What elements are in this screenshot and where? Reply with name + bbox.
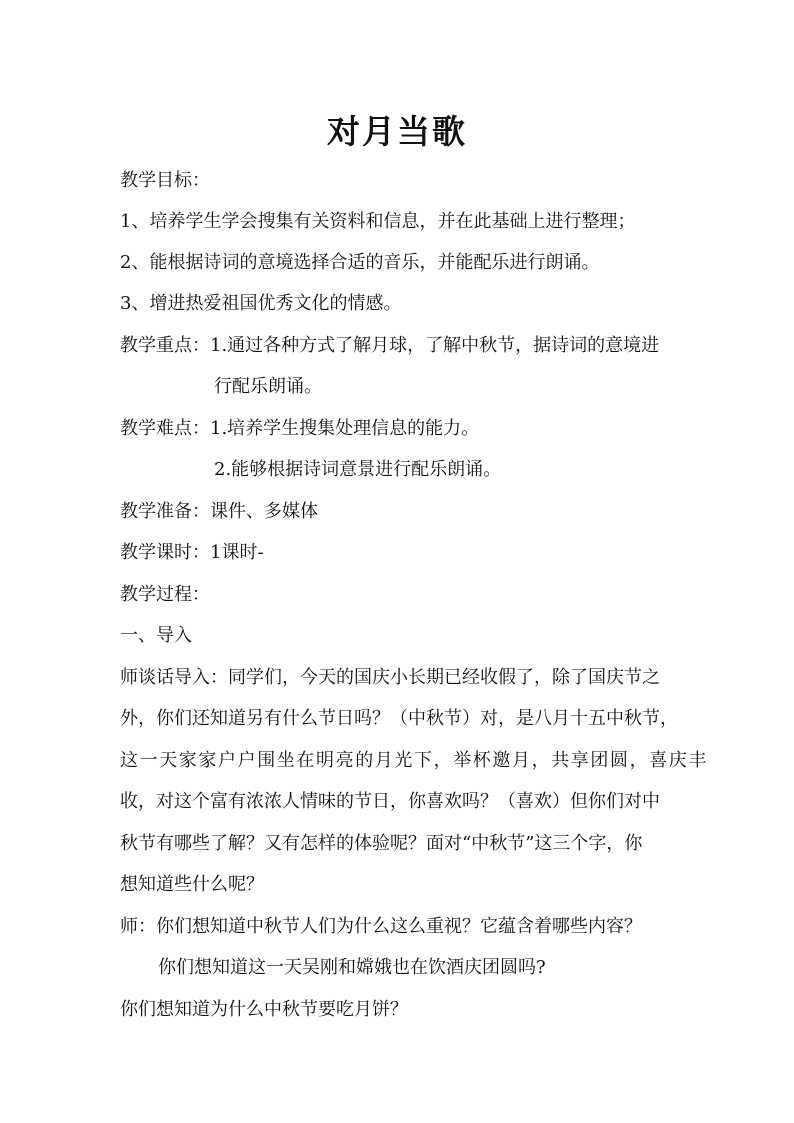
section-intro-heading: 一、导入 [120,625,192,646]
goal-item-3: 3、增进热爱祖国优秀文化的情感。 [120,293,402,314]
key-points-line: 教学重点：1.通过各种方式了解月球，了解中秋节，据诗词的意境进 [120,335,660,356]
teacher-question-2: 你们想知道这一天吴刚和嫦娥也在饮酒庆团圆吗? [158,957,546,978]
paragraph-line: 想知道些什么呢？ [120,874,264,895]
paragraph-line: 这一天家家户户围坐在明亮的月光下，举杯邀月，共享团圆，喜庆丰 [120,750,708,771]
paragraph-line: 秋节有哪些了解？又有怎样的体验呢？面对“中秋节”这三个字，你 [120,833,643,854]
preparation-line: 教学准备：课件、多媒体 [120,501,318,522]
class-hours-line: 教学课时：1课时- [120,542,264,563]
key-points-continuation: 行配乐朗诵。 [214,376,322,397]
paragraph-line: 外，你们还知道另有什么节日吗？（中秋节）对，是八月十五中秋节， [120,708,678,729]
difficulties-line-1: 教学难点：1.培养学生搜集处理信息的能力。 [120,418,480,439]
difficulties-line-2: 2.能够根据诗词意景进行配乐朗诵。 [214,459,502,480]
paragraph-line: 师谈话导入：同学们，今天的国庆小长期已经收假了，除了国庆节之 [120,667,660,688]
goal-item-1: 1、培养学生学会搜集有关资料和信息，并在此基础上进行整理； [120,211,636,232]
process-heading: 教学过程： [120,584,210,605]
goal-item-2: 2、能根据诗词的意境选择合适的音乐，并能配乐进行朗诵。 [120,252,600,273]
document-title: 对月当歌 [327,112,467,151]
paragraph-line: 收，对这个富有浓浓人情味的节日，你喜欢吗？（喜欢）但你们对中 [120,791,660,812]
teacher-question-1: 师：你们想知道中秋节人们为什么这么重视？它蕴含着哪些内容？ [120,916,642,937]
teaching-goals-heading: 教学目标： [120,170,210,191]
teacher-question-3: 你们想知道为什么中秋节要吃月饼？ [120,999,408,1020]
